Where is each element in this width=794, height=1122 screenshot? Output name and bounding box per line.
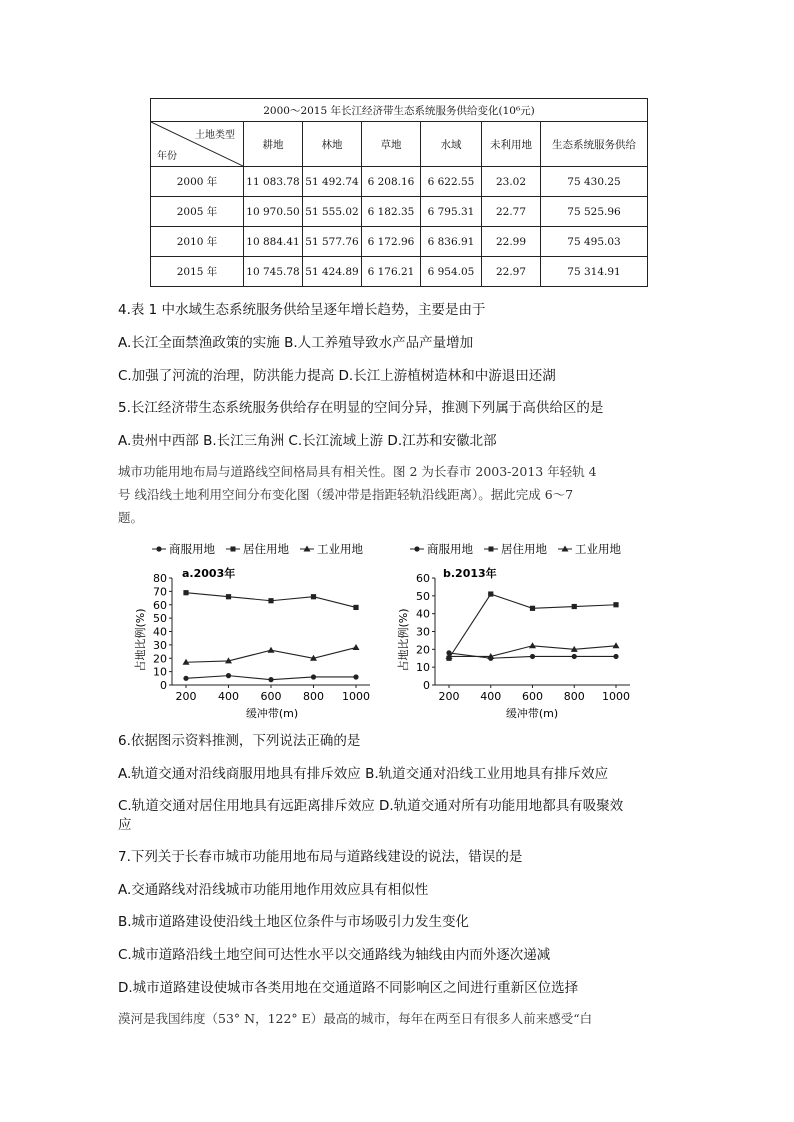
- x-tick-label: 400: [480, 690, 502, 703]
- value-cell: 6 836.91: [421, 227, 482, 257]
- y-tick-label: 20: [416, 643, 430, 657]
- chart-a-ylabel: 占地比例(%): [134, 608, 147, 672]
- q7-option-b: B.城市道路建设使沿线土地区位条件与市场吸引力发生变化: [118, 914, 470, 930]
- value-cell: 10 884.41: [244, 227, 303, 257]
- header-cell: 耕地: [244, 122, 303, 167]
- data-point-circle: [353, 674, 358, 679]
- header-cell: 水域: [421, 122, 482, 167]
- y-tick-label: 50: [153, 612, 167, 626]
- y-tick-label: 40: [153, 625, 167, 639]
- q4-options-2: C.加强了河流的治理，防洪能力提高 D.长江上游植树造林和中游退田还湖: [118, 368, 556, 384]
- x-tick-label: 800: [303, 690, 324, 703]
- value-cell: 75 525.96: [541, 197, 648, 227]
- y-tick-label: 30: [416, 625, 430, 639]
- q7-option-c: C.城市道路沿线土地空间可达性水平以交通路线为轴线由内而外逐次递减: [118, 947, 551, 963]
- intro-line-3: 题。: [118, 510, 144, 525]
- value-cell: 22.77: [482, 197, 541, 227]
- q6-options-3: 应: [118, 817, 132, 833]
- header-cell: 未利用地: [482, 122, 541, 167]
- year-cell: 2015 年: [151, 257, 244, 287]
- value-cell: 22.99: [482, 227, 541, 257]
- y-tick-label: 10: [153, 665, 167, 679]
- corner-land-type: 土地类型: [195, 130, 235, 141]
- value-cell: 10 970.50: [244, 197, 303, 227]
- value-cell: 6 182.35: [362, 197, 421, 227]
- q6-stem: 6.依据图示资料推测，下列说法正确的是: [118, 733, 361, 749]
- ecosystem-service-table: [150, 98, 648, 287]
- y-tick-label: 70: [153, 585, 167, 599]
- value-cell: 6 208.16: [362, 167, 421, 197]
- data-point-square: [488, 591, 493, 596]
- data-point-circle: [226, 673, 231, 678]
- data-point-square: [268, 598, 273, 603]
- x-tick-label: 400: [218, 690, 239, 703]
- chart-b-plot: [416, 572, 630, 703]
- legend-a-shangfu: 商服用地: [169, 542, 215, 556]
- table-row: [151, 227, 648, 257]
- y-tick-label: 0: [423, 679, 430, 692]
- data-point-square: [353, 605, 358, 610]
- y-tick-label: 30: [153, 638, 167, 652]
- value-cell: 6 795.31: [421, 197, 482, 227]
- q7-option-a: A.交通路线对沿线城市功能用地作用效应具有相似性: [118, 882, 429, 898]
- value-cell: 6 176.21: [362, 257, 421, 287]
- q4-options-1: A.长江全面禁渔政策的实施 B.人工养殖导致水产品产量增加: [118, 335, 474, 351]
- x-tick-label: 1000: [342, 690, 370, 703]
- chart-a-plot: [153, 572, 370, 703]
- year-cell: 2010 年: [151, 227, 244, 257]
- q6-options-1: A.轨道交通对沿线商服用地具有排斥效应 B.轨道交通对沿线工业用地具有排斥效应: [118, 766, 609, 782]
- legend-b-juzhu: 居住用地: [501, 542, 547, 556]
- value-cell: 6 172.96: [362, 227, 421, 257]
- chart-b-xlabel: 缓冲带(m): [505, 707, 559, 720]
- y-tick-label: 50: [416, 589, 430, 603]
- series-line: [449, 594, 616, 658]
- data-point-circle: [613, 654, 618, 659]
- legend-b: [410, 542, 621, 556]
- table-row: [151, 197, 648, 227]
- year-cell: 2005 年: [151, 197, 244, 227]
- header-cell: 生态系统服务供给: [541, 122, 648, 167]
- next-passage: 漠河是我国纬度（53° N，122° E）最高的城市，每年在两至日有很多人前来感受“白: [118, 1011, 593, 1026]
- legend-b-shangfu: 商服用地: [427, 542, 473, 556]
- value-cell: 51 555.02: [303, 197, 362, 227]
- legend-a: [152, 542, 363, 556]
- data-point-triangle: [529, 642, 536, 648]
- data-point-square: [572, 604, 577, 609]
- value-cell: 10 745.78: [244, 257, 303, 287]
- data-point-triangle: [613, 642, 620, 648]
- value-cell: 75 495.03: [541, 227, 648, 257]
- data-point-circle: [183, 676, 188, 681]
- year-cell: 2000 年: [151, 167, 244, 197]
- table-corner-cell: [151, 122, 244, 167]
- q5-options: A.贵州中西部 B.长江三角洲 C.长江流域上游 D.江苏和安徽北部: [118, 433, 497, 449]
- value-cell: 51 577.76: [303, 227, 362, 257]
- x-tick-label: 600: [260, 690, 282, 703]
- q6-options-2: C.轨道交通对居住用地具有远距离排斥效应 D.轨道交通对所有功能用地都具有吸聚效: [118, 798, 624, 814]
- data-point-square: [311, 594, 316, 599]
- x-tick-label: 200: [438, 690, 460, 703]
- chart-b-ylabel: 占地比例(%): [397, 608, 410, 672]
- y-tick-label: 0: [160, 679, 167, 692]
- chart-a-xlabel: 缓冲带(m): [245, 707, 299, 720]
- table-row: [151, 257, 648, 287]
- corner-year: 年份: [157, 151, 177, 162]
- data-point-square: [226, 594, 231, 599]
- q5-stem: 5.长江经济带生态系统服务供给存在明显的空间分异，推测下列属于高供给区的是: [118, 400, 604, 416]
- table-row: [151, 167, 648, 197]
- x-tick-label: 200: [175, 690, 197, 703]
- x-tick-label: 800: [563, 690, 585, 703]
- value-cell: 51 424.89: [303, 257, 362, 287]
- chart-a-title: a.2003年: [182, 567, 236, 580]
- legend-circle-marker: [414, 546, 419, 551]
- header-cell: 林地: [303, 122, 362, 167]
- value-cell: 23.02: [482, 167, 541, 197]
- q7-stem: 7.下列关于长春市城市功能用地布局与道路线建设的说法，错误的是: [118, 849, 523, 865]
- value-cell: 11 083.78: [244, 167, 303, 197]
- value-cell: 22.97: [482, 257, 541, 287]
- x-tick-label: 600: [522, 690, 543, 703]
- intro-line-2: 号 线沿线土地利用空间分布变化图（缓冲带是指距轻轨沿线距离）。据此完成 6～7: [118, 487, 574, 502]
- value-cell: 51 492.74: [303, 167, 362, 197]
- intro-line-1: 城市功能用地布局与道路线空间格局具有相关性。图 2 为长春市 2003-2013 年轻轨 4: [118, 464, 597, 479]
- legend-a-juzhu: 居住用地: [243, 542, 289, 556]
- value-cell: 75 314.91: [541, 257, 648, 287]
- x-tick-label: 1000: [602, 690, 630, 703]
- q7-option-d: D.城市道路建设使城市各类用地在交通道路不同影响区之间进行重新区位选择: [118, 980, 579, 996]
- value-cell: 6 622.55: [421, 167, 482, 197]
- data-point-circle: [311, 674, 316, 679]
- data-point-circle: [572, 654, 577, 659]
- land-use-charts: [130, 535, 650, 720]
- legend-square-marker: [231, 547, 236, 552]
- header-cell: 草地: [362, 122, 421, 167]
- data-point-square: [183, 590, 188, 595]
- y-tick-label: 60: [153, 598, 167, 612]
- legend-a-gongye: 工业用地: [317, 542, 363, 556]
- data-point-triangle: [353, 644, 360, 650]
- value-cell: 6 954.05: [421, 257, 482, 287]
- y-tick-label: 40: [416, 607, 430, 621]
- q4-stem: 4.表 1 中水域生态系统服务供给呈逐年增长趋势，主要是由于: [118, 302, 486, 318]
- y-tick-label: 10: [416, 661, 430, 675]
- y-tick-label: 80: [153, 572, 167, 585]
- table-caption: 2000～2015 年长江经济带生态系统服务供给变化(10⁶元): [151, 99, 648, 122]
- data-point-triangle: [268, 647, 275, 653]
- legend-square-marker: [489, 547, 494, 552]
- data-point-square: [530, 606, 535, 611]
- chart-b-title: b.2013年: [443, 567, 497, 580]
- y-tick-label: 60: [416, 572, 430, 585]
- data-point-circle: [530, 654, 535, 659]
- value-cell: 75 430.25: [541, 167, 648, 197]
- y-tick-label: 20: [153, 652, 167, 666]
- data-point-circle: [268, 677, 273, 682]
- legend-b-gongye: 工业用地: [575, 542, 621, 556]
- data-point-square: [613, 602, 618, 607]
- legend-circle-marker: [156, 546, 161, 551]
